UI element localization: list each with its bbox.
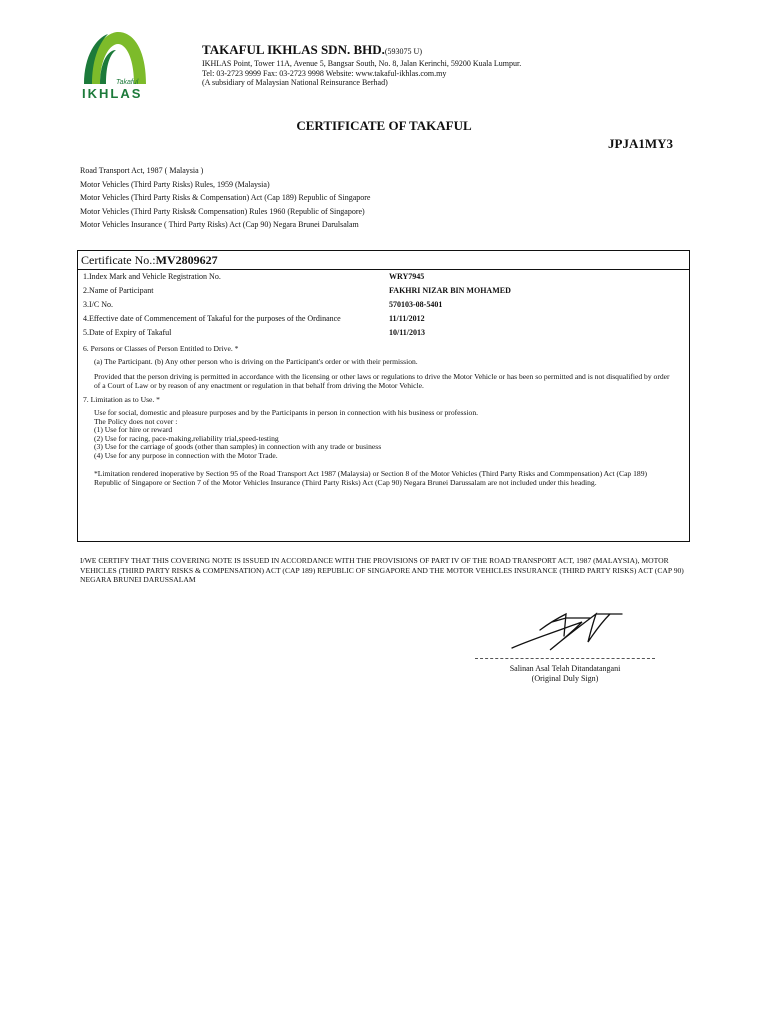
section-6-heading: 6. Persons or Classes of Person Entitled to Drive. *	[83, 344, 239, 353]
table-row	[78, 285, 689, 298]
row-value: 11/11/2012	[389, 314, 425, 323]
section-7-note: *Limitation rendered inoperative by Section 95 of the Road Transport Act 1987 (Malaysia) or Section 8 of the Motor Vehicles (Third Party Risks and Commpensation) Act (Cap 189) Republic of Singapore or Section 7 of the Motor Vehicles Insurance (Third Party Risks) Act (Cap 90) Negara Brunei Darussalam are not included under this heading.	[94, 469, 648, 487]
section-7-line: Use for social, domestic and pleasure purposes and by the Participants in person in connection with his business or profession.	[94, 408, 479, 417]
company-contact: Tel: 03-2723 9999 Fax: 03-2723 9998 Website: www.takaful-ikhlas.com.my	[202, 68, 447, 78]
section-6-paragraph-2: Provided that the person driving is permitted in accordance with the licensing or other laws or regulations to drive the Motor Vehicle or has been so permitted and is not disqualified by order of a Court of Law or by reason of any enactment or regulation in that behalf from driving the Motor Vehicle.	[94, 372, 670, 390]
row-value: 10/11/2013	[389, 328, 426, 337]
act-item: Motor Vehicles (Third Party Risks & Compensation) Act (Cap 189) Republic of Singapore	[80, 193, 371, 202]
section-7-line: (2) Use for racing, pace-making,reliability trial,speed-testing	[94, 433, 279, 443]
row-label: 1.Index Mark and Vehicle Registration No.	[83, 272, 221, 281]
certificate-header	[78, 251, 689, 270]
signature-caption-line-1: Salinan Asal Telah Ditandatangani	[509, 664, 621, 673]
section-7-body	[94, 409, 671, 461]
row-value: FAKHRI NIZAR BIN MOHAMED	[389, 286, 511, 295]
company-header	[202, 41, 702, 88]
company-logo	[78, 26, 152, 102]
row-label: 3.I/C No.	[83, 300, 113, 309]
row-label: 2.Name of Participant	[83, 286, 154, 295]
section-7-heading: 7. Limitation as to Use. *	[83, 395, 160, 404]
declaration-text: I/WE CERTIFY THAT THIS COVERING NOTE IS ISSUED IN ACCORDANCE WITH THE PROVISIONS OF PART IV OF THE ROAD TRANSPORT ACT, 1987 (MALAYSIA), MOTOR VEHICLES (THIRD PARTY RISKS & COMPENSATION) ACT (CAP 189) REPUBLIC OF SINGAPORE AND THE MOTOR VEHICLES INSURANCE (THIRD PARTY RISKS) ACT (CAP 90) NEGARA BRUNEI DARUSSALAM	[80, 556, 684, 585]
act-item: Motor Vehicles Insurance ( Third Party Risks) Act (Cap 90) Negara Brunei Darulsalam	[80, 220, 359, 229]
acts-list	[80, 164, 370, 232]
logo-text-small: Takaful	[116, 79, 139, 86]
document-code: JPJA1MY3	[608, 136, 673, 151]
company-name: TAKAFUL IKHLAS SDN. BHD.	[202, 42, 385, 57]
signature-line	[475, 658, 655, 659]
row-value: WRY7945	[389, 272, 425, 281]
table-row	[78, 327, 689, 340]
row-label: 5.Date of Expiry of Takaful	[83, 328, 172, 337]
company-subsidiary: (A subsidiary of Malaysian National Reinsurance Berhad)	[202, 78, 388, 87]
certificate-number-field	[81, 253, 218, 268]
logo-text-main: IKHLAS	[82, 86, 143, 101]
company-address: IKHLAS Point, Tower 11A, Avenue 5, Bangsar South, No. 8, Jalan Kerinchi, 59200 Kuala Lumpur.	[202, 59, 522, 68]
section-7-line: (1) Use for hire or reward	[94, 425, 173, 435]
certificate-number-value: MV2809627	[155, 253, 218, 267]
section-7-line: The Policy does not cover :	[94, 416, 178, 426]
document-title: CERTIFICATE OF TAKAFUL	[296, 118, 472, 133]
table-row	[78, 271, 689, 284]
section-7-line: (4) Use for any purpose in connection with the Motor Trade.	[94, 450, 278, 460]
act-item: Road Transport Act, 1987 ( Malaysia )	[80, 166, 204, 175]
company-reg-number: (593075 U)	[384, 47, 422, 56]
row-label: 4.Effective date of Commencement of Takaful for the purposes of the Ordinance	[83, 314, 341, 323]
signature-caption-line-2: (Original Duly Sign)	[531, 673, 599, 683]
table-row	[78, 299, 689, 312]
certificate-number-label: Certificate No.:	[81, 253, 156, 267]
signature-image	[500, 600, 630, 660]
section-6-paragraph-1: (a) The Participant. (b) Any other person who is driving on the Participant's order or with their permission.	[94, 357, 418, 366]
signature-caption	[475, 664, 655, 683]
act-item: Motor Vehicles (Third Party Risks& Compensation) Rules 1960 (Republic of Singapore)	[80, 206, 365, 216]
row-value: 570103-08-5401	[389, 300, 443, 309]
section-7-line: (3) Use for the carriage of goods (other than samples) in connection with any trade or business	[94, 442, 382, 452]
act-item: Motor Vehicles (Third Party Risks) Rules, 1959 (Malaysia)	[80, 179, 270, 189]
table-row	[78, 313, 689, 326]
certificate-box	[77, 250, 690, 542]
